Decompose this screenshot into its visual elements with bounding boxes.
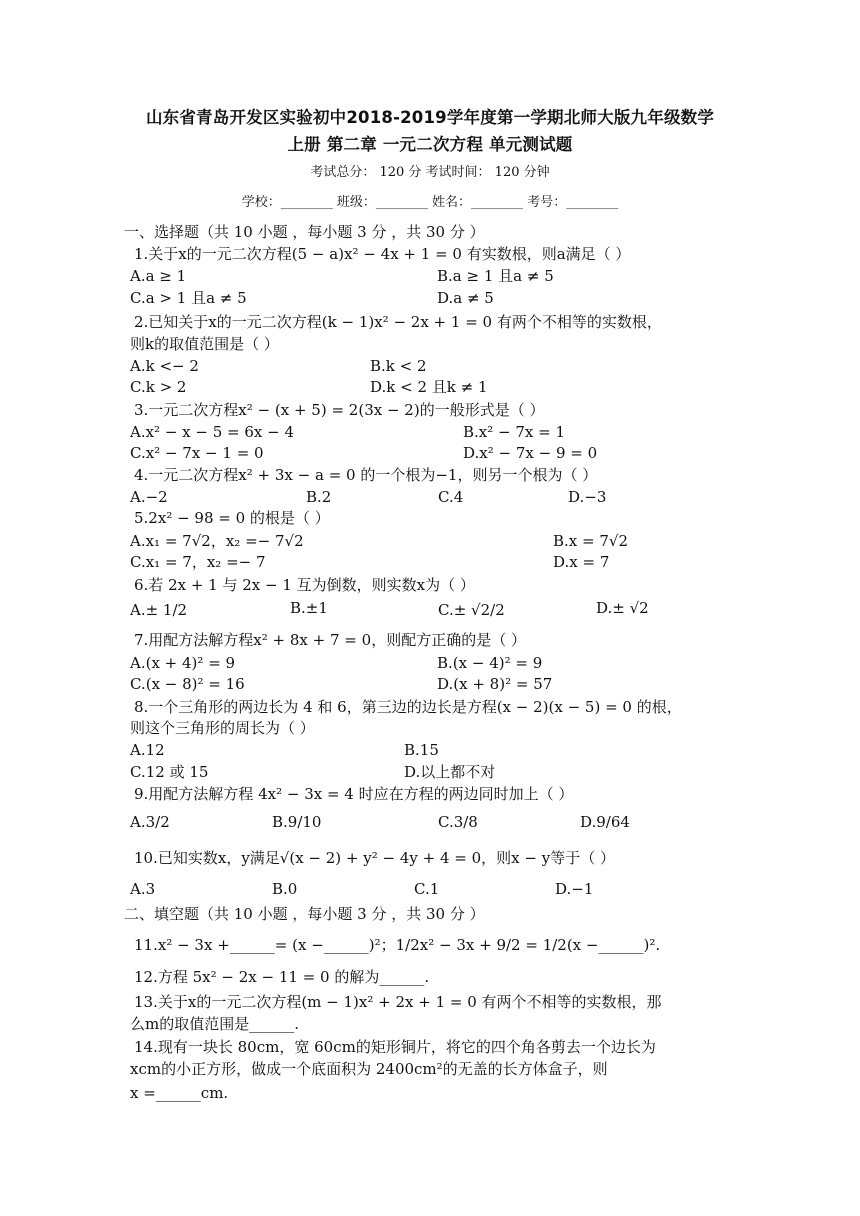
question-3: 3.一元二次方程x² − (x + 5) = 2(3x − 2)的一般形式是（ ） [134, 401, 545, 419]
q5-option-c: C.x₁ = 7，x₂ =− 7 [130, 553, 266, 571]
q5-option-a: A.x₁ = 7√2，x₂ =− 7√2 [130, 532, 304, 550]
q9-option-c: C.3/8 [438, 813, 478, 831]
q3-option-a: A.x² − x − 5 = 6x − 4 [130, 423, 295, 441]
question-14-line1: 14.现有一块长 80cm，宽 60cm的矩形铜片，将它的四个角各剪去一个边长为 [134, 1038, 656, 1056]
question-14-line2: xcm的小正方形，做成一个底面积为 2400cm²的无盖的长方体盒子，则 [130, 1060, 608, 1078]
question-6: 6.若 2x + 1 与 2x − 1 互为倒数，则实数x为（ ） [134, 576, 475, 594]
q1-option-d: D.a ≠ 5 [437, 289, 494, 307]
q8-option-c: C.12 或 15 [130, 763, 209, 781]
question-7: 7.用配方法解方程x² + 8x + 7 = 0，则配方正确的是（ ） [134, 631, 526, 649]
question-5: 5.2x² − 98 = 0 的根是（ ） [134, 509, 330, 527]
section-fill-heading: 二、填空题（共 10 小题 ，每小题 3 分 ，共 30 分 ） [124, 905, 485, 923]
q9-option-d: D.9/64 [580, 813, 630, 831]
q1-option-c: C.a > 1 且a ≠ 5 [130, 289, 247, 307]
q6-option-d: D.± √2 [596, 599, 649, 617]
q7-option-b: B.(x − 4)² = 9 [437, 654, 543, 672]
question-2-line2: 则k的取值范围是（ ） [130, 335, 279, 353]
question-1: 1.关于x的一元二次方程(5 − a)x² − 4x + 1 = 0 有实数根，则a满足（ ） [134, 245, 631, 263]
q9-option-a: A.3/2 [130, 813, 170, 831]
question-2-line1: 2.已知关于x的一元二次方程(k − 1)x² − 2x + 1 = 0 有两个不相等的实数根， [134, 313, 662, 331]
exam-title-line1: 山东省青岛开发区实验初中2018-2019学年度第一学期北师大版九年级数学 [145, 108, 715, 127]
question-8-line1: 8.一个三角形的两边长为 4 和 6，第三边的边长是方程(x − 2)(x − 5) = 0 的根， [134, 698, 682, 716]
q4-option-c: C.4 [438, 488, 464, 506]
q10-option-d: D.−1 [555, 880, 594, 898]
q5-option-b: B.x = 7√2 [553, 532, 628, 550]
question-10: 10.已知实数x，y满足√(x − 2) + y² − 4y + 4 = 0，则x − y等于（ ） [134, 849, 615, 867]
q8-option-d: D.以上都不对 [404, 763, 496, 781]
q10-option-a: A.3 [130, 880, 156, 898]
q4-option-a: A.−2 [130, 488, 168, 506]
q8-option-a: A.12 [130, 741, 165, 759]
question-12: 12.方程 5x² − 2x − 11 = 0 的解为______. [134, 968, 430, 986]
question-8-line2: 则这个三角形的周长为（ ） [130, 719, 315, 737]
q3-option-b: B.x² − 7x = 1 [463, 423, 566, 441]
q6-option-a: A.± 1/2 [130, 601, 188, 619]
question-14-line3: x =______cm. [130, 1084, 229, 1102]
q7-option-d: D.(x + 8)² = 57 [437, 675, 553, 693]
q10-option-b: B.0 [272, 880, 298, 898]
q2-option-a: A.k <− 2 [130, 357, 199, 375]
q7-option-c: C.(x − 8)² = 16 [130, 675, 245, 693]
q10-option-c: C.1 [414, 880, 440, 898]
question-9: 9.用配方法解方程 4x² − 3x = 4 时应在方程的两边同时加上（ ） [134, 785, 574, 803]
question-11: 11.x² − 3x +______= (x −______)²；1/2x² − 3x + 9/2 = 1/2(x −______)². [134, 936, 661, 954]
q2-option-c: C.k > 2 [130, 378, 187, 396]
section-choice-heading: 一、选择题（共 10 小题 ，每小题 3 分 ，共 30 分 ） [124, 223, 485, 241]
question-4: 4.一元二次方程x² + 3x − a = 0 的一个根为−1，则另一个根为（ ） [134, 466, 598, 484]
exam-title-line2: 上册 第二章 一元二次方程 单元测试题 [287, 135, 573, 154]
q4-option-b: B.2 [306, 488, 332, 506]
q1-option-a: A.a ≥ 1 [130, 267, 187, 285]
student-info: 学校：________ 班级：________ 姓名：________ 考号：________ [241, 195, 619, 210]
q9-option-b: B.9/10 [272, 813, 322, 831]
q3-option-c: C.x² − 7x − 1 = 0 [130, 444, 264, 462]
q2-option-d: D.k < 2 且k ≠ 1 [370, 378, 488, 396]
q6-option-c: C.± √2/2 [438, 601, 505, 619]
q6-option-b: B.±1 [290, 599, 328, 617]
q2-option-b: B.k < 2 [370, 357, 427, 375]
question-13-line2: 么m的取值范围是______. [130, 1015, 299, 1033]
q7-option-a: A.(x + 4)² = 9 [130, 654, 236, 672]
q4-option-d: D.−3 [568, 488, 607, 506]
q5-option-d: D.x = 7 [553, 553, 610, 571]
q8-option-b: B.15 [404, 741, 439, 759]
question-13-line1: 13.关于x的一元二次方程(m − 1)x² + 2x + 1 = 0 有两个不相等的实数根，那 [134, 993, 662, 1011]
exam-info: 考试总分： 120 分 考试时间： 120 分钟 [310, 165, 550, 180]
q3-option-d: D.x² − 7x − 9 = 0 [463, 444, 598, 462]
q1-option-b: B.a ≥ 1 且a ≠ 5 [437, 267, 554, 285]
